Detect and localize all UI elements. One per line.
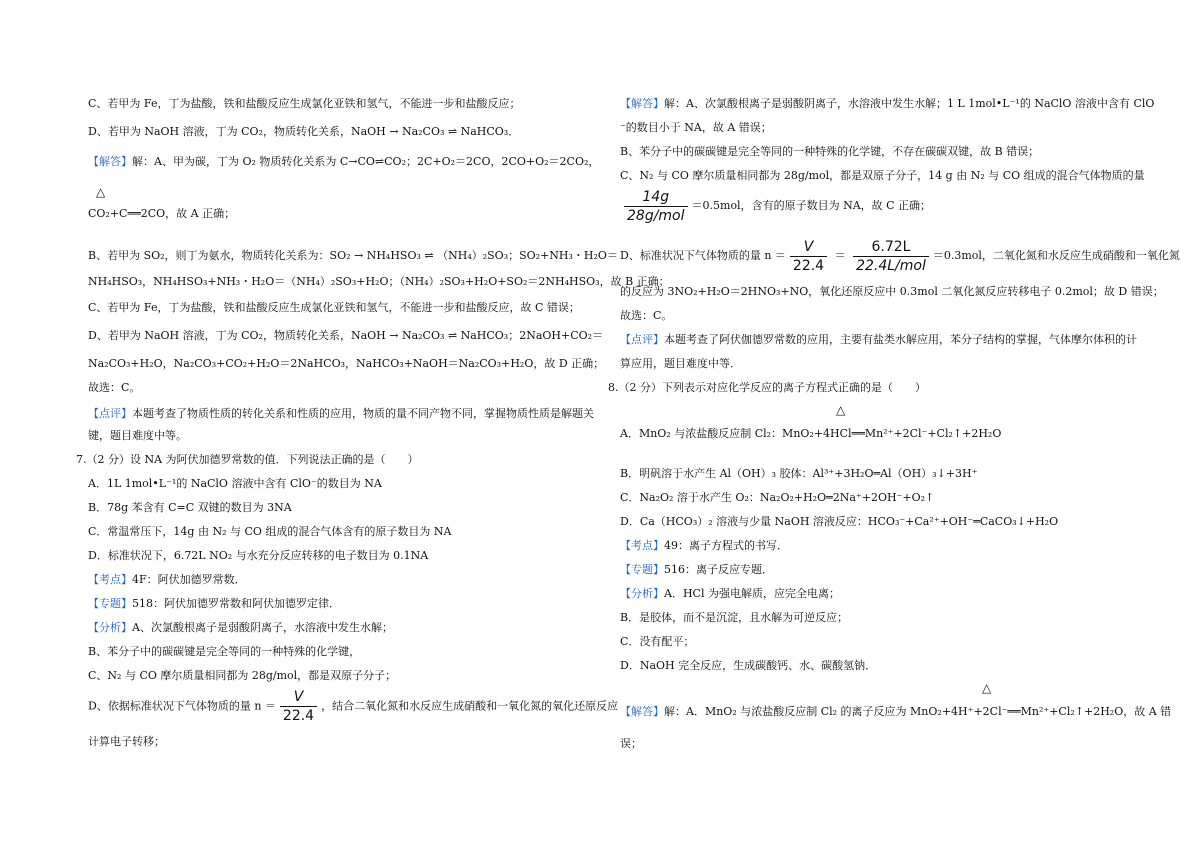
text-line: 【专题】516：离子反应专题． bbox=[620, 563, 773, 576]
text-line: D、标准状况下气体物质的量 n ＝ $\frac{V}{22.4}$ ＝ $\frac{6.72L}{\text{22.4L/mol}}$ ＝0.3mol，二氧化氮和水反应生成硝酸和一氧化氮 bbox=[620, 238, 1180, 274]
fraction: $\frac{14g}{\text{28g/mol}}$ bbox=[624, 188, 688, 225]
text-line: 算应用，题目难度中等． bbox=[620, 357, 741, 370]
comment-tag: 【点评】 bbox=[620, 333, 664, 346]
text-line: NH₄HSO₃，NH₄HSO₃+NH₃・H₂O＝（NH₄）₂SO₃+H₂O；（NH₄）₂SO₃+H₂O+SO₂＝2NH₄HSO₃，故 B 正确； bbox=[88, 275, 670, 288]
answer-tag: 【解答】 bbox=[620, 97, 664, 110]
text-line: 计算电子转移； bbox=[88, 735, 165, 748]
text-line: ⁻的数目小于 NA，故 A 错误； bbox=[620, 121, 772, 134]
text-line: B．是胶体，而不是沉淀，且水解为可逆反应； bbox=[620, 611, 849, 624]
answer-tag: 【解答】 bbox=[88, 155, 132, 168]
heat-symbol: △ bbox=[96, 185, 106, 199]
text-line: 【解答】解：A、次氯酸根离子是弱酸阴离子，水溶液中发生水解；1 L 1mol•L⁻¹的 NaClO 溶液中含有 ClO bbox=[620, 97, 1155, 110]
text-line: 【解答】解：A．MnO₂ 与浓盐酸反应制 Cl₂ 的离子反应为 MnO₂+4H⁺+2Cl⁻══Mn²⁺+Cl₂↑+2H₂O，故 A 错 bbox=[620, 705, 1172, 718]
text-line: $\frac{14g}{\text{28g/mol}}$ ＝0.5mol，含有的原子数目为 NA，故 C 正确； bbox=[620, 186, 1160, 226]
analysis-tag: 【分析】 bbox=[620, 587, 664, 600]
fraction: $\frac{V}{22.4}$ bbox=[790, 238, 827, 275]
text-line: C、N₂ 与 CO 摩尔质量相同都为 28g/mol，都是双原子分子； bbox=[88, 669, 397, 682]
option-a: A．1L 1mol•L⁻¹的 NaClO 溶液中含有 ClO⁻的数目为 NA bbox=[88, 477, 382, 490]
fraction: $\frac{6.72L}{\text{22.4L/mol}}$ bbox=[853, 238, 929, 275]
topic-tag: 【专题】 bbox=[88, 597, 132, 610]
text-line: C、若甲为 Fe，丁为盐酸，铁和盐酸反应生成氯化亚铁和氢气，不能进一步和盐酸反应； bbox=[88, 97, 521, 110]
topic-tag: 【专题】 bbox=[620, 563, 664, 576]
test-point-tag: 【考点】 bbox=[620, 539, 664, 552]
option-c: C．Na₂O₂ 溶于水产生 O₂：Na₂O₂+H₂O═2Na⁺+2OH⁻+O₂↑ bbox=[620, 491, 935, 504]
text-line: 【点评】本题考查了阿伏伽德罗常数的应用，主要有盐类水解应用，苯分子结构的掌握，气体摩尔体积的计 bbox=[620, 333, 1137, 346]
text-line: 误； bbox=[620, 737, 642, 750]
analysis-tag: 【分析】 bbox=[88, 621, 132, 634]
text-line: 【分析】A、次氯酸根离子是弱酸阴离子，水溶液中发生水解； bbox=[88, 621, 393, 634]
text-line: 键，题目难度中等。 bbox=[88, 429, 187, 442]
text-line: B、苯分子中的碳碳键是完全等同的一种特殊的化学键，不存在碳碳双键，故 B 错误； bbox=[620, 145, 1040, 158]
comment-tag: 【点评】 bbox=[88, 407, 132, 420]
text-line: C、若甲为 Fe，丁为盐酸，铁和盐酸反应生成氯化亚铁和氢气，不能进一步和盐酸反应，故 C 错误； bbox=[88, 301, 580, 314]
text-line: D．NaOH 完全反应，生成碳酸钙、水、碳酸氢钠． bbox=[620, 659, 877, 672]
text-line: 【专题】518：阿伏加德罗常数和阿伏加德罗定律． bbox=[88, 597, 340, 610]
heat-symbol: △ bbox=[836, 403, 846, 417]
text-line: C．没有配平； bbox=[620, 635, 695, 648]
test-point-tag: 【考点】 bbox=[88, 573, 132, 586]
option-b: B．明矾溶于水产生 Al（OH）₃ 胶体：Al³⁺+3H₂O═Al（OH）₃↓+3H⁺ bbox=[620, 467, 978, 480]
fraction: $\frac{V}{22.4}$ bbox=[280, 688, 317, 725]
question-7-stem: 7.（2 分）设 NA 为阿伏加德罗常数的值．下列说法正确的是（ ） bbox=[76, 453, 419, 466]
answer-tag: 【解答】 bbox=[620, 705, 664, 718]
text-line: 【考点】4F：阿伏加德罗常数． bbox=[88, 573, 246, 586]
text-line: D、依据标准状况下气体物质的量 n ＝ $\frac{V}{22.4}$ ，结合二氧化氮和水反应生成硝酸和一氧化氮的氧化还原反应 bbox=[88, 689, 619, 724]
question-8-stem: 8.（2 分）下列表示对应化学反应的离子方程式正确的是（ ） bbox=[608, 381, 926, 394]
text-line: 故选：C。 bbox=[88, 381, 141, 394]
text-line: 【解答】解：A、甲为碳，丁为 O₂ 物质转化关系为 C→CO⇌CO₂；2C+O₂＝2CO，2CO+O₂＝2CO₂， bbox=[88, 155, 600, 168]
text-line: C、N₂ 与 CO 摩尔质量相同都为 28g/mol，都是双原子分子，14 g 由 N₂ 与 CO 组成的混合气体物质的量 bbox=[620, 169, 1145, 182]
text-line: 故选：C。 bbox=[620, 309, 673, 322]
text-line: D、若甲为 NaOH 溶液，丁为 CO₂，物质转化关系，NaOH → Na₂CO₃ ⇌ NaHCO₃；2NaOH+CO₂＝ bbox=[88, 329, 604, 342]
text-line: CO₂+C══2CO，故 A 正确； bbox=[88, 207, 236, 220]
option-b: B．78g 苯含有 C=C 双键的数目为 3NA bbox=[88, 501, 292, 514]
option-c: C．常温常压下，14g 由 N₂ 与 CO 组成的混合气体含有的原子数目为 NA bbox=[88, 525, 452, 538]
text-line: Na₂CO₃+H₂O，Na₂CO₃+CO₂+H₂O＝2NaHCO₃，NaHCO₃+NaOH＝Na₂CO₃+H₂O，故 D 正确； bbox=[88, 357, 605, 370]
heat-symbol: △ bbox=[982, 681, 992, 695]
text-line: B、苯分子中的碳碳键是完全等同的一种特殊的化学键， bbox=[88, 645, 361, 658]
text-line: 【点评】本题考查了物质性质的转化关系和性质的应用，物质的量不同产物不同，掌握物质性质是解题关 bbox=[88, 407, 594, 420]
text-line: 【分析】A．HCl 为强电解质，应完全电离； bbox=[620, 587, 840, 600]
text-line: 【考点】49：离子方程式的书写． bbox=[620, 539, 788, 552]
text-line: D、若甲为 NaOH 溶液，丁为 CO₂，物质转化关系，NaOH → Na₂CO₃ ⇌ NaHCO₃． bbox=[88, 125, 520, 138]
text-line: 的反应为 3NO₂+H₂O＝2HNO₃+NO，氧化还原反应中 0.3mol 二氧化氮反应转移电子 0.2mol；故 D 错误； bbox=[620, 285, 1164, 298]
text-line: B、若甲为 SO₂，则丁为氨水，物质转化关系为：SO₂ → NH₄HSO₃ ⇌ （NH₄）₂SO₃；SO₂+NH₃・H₂O＝ bbox=[88, 249, 618, 262]
option-d: D．Ca（HCO₃）₂ 溶液与少量 NaOH 溶液反应：HCO₃⁻+Ca²⁺+OH⁻═CaCO₃↓+H₂O bbox=[620, 515, 1059, 528]
option-d: D．标准状况下，6.72L NO₂ 与水充分反应转移的电子数目为 0.1NA bbox=[88, 549, 429, 562]
option-a: A．MnO₂ 与浓盐酸反应制 Cl₂：MnO₂+4HCl══Mn²⁺+2Cl⁻+Cl₂↑+2H₂O bbox=[620, 427, 1002, 440]
